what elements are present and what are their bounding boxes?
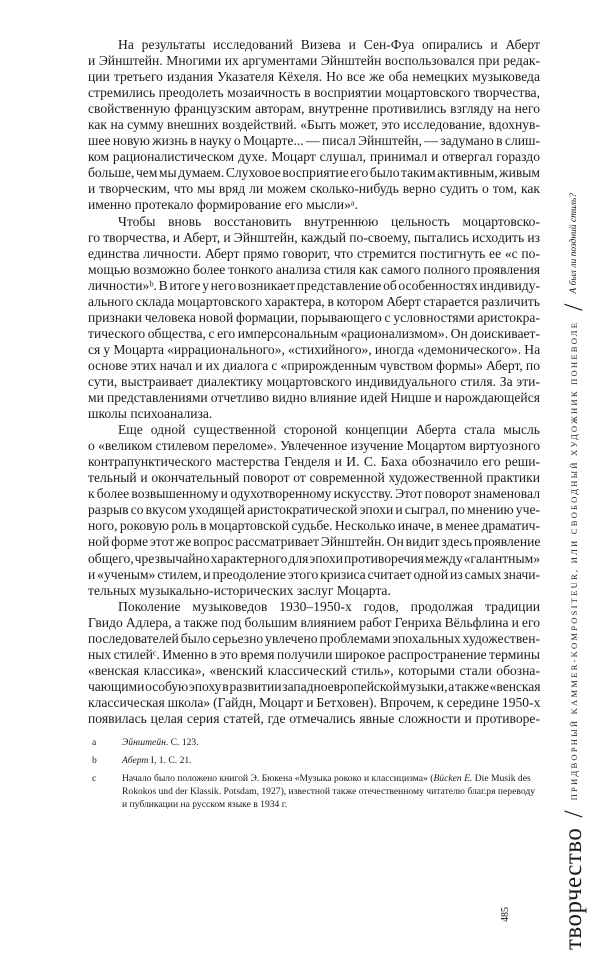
text-line: ции третьего издания Указателя Кёхеля. Но все же оба немецких музыковеда xyxy=(88,69,540,85)
text-line: к более возвышенному и одухотворенному искусству. Этот поворот знаменовал xyxy=(88,486,540,502)
text-line: тического общества, с его имперсональным «рационализмом». Он доискивает- xyxy=(88,325,540,341)
text-line: школы психоанализа. xyxy=(88,406,213,422)
text-line: ми представлениями отчетливо видно влияние идей Ницше и нарождающейся xyxy=(88,390,540,406)
text-line: ной форме этот же вопрос рассматривает Эйнштейн. Он видит здесь проявление xyxy=(88,534,541,550)
footnote-text: Начало было положено книгой Э. Бюкена «Музыка рококо и классицизма» ( xyxy=(122,773,434,785)
text-line: личности»ᵇ. В итоге у него возникает представление об особенностях индивиду- xyxy=(88,277,541,293)
text-line: единства личности. Аберт прямо говорит, что стремится постигнуть ее «с по- xyxy=(88,245,540,261)
text-line: Чтобы вновь восстановить внутреннюю цельность моцартовско- xyxy=(118,213,540,229)
footnotes xyxy=(92,736,540,811)
text-line: го творчества, и Аберт, и Эйнштейн, каждый по-своему, пытались исходить из xyxy=(88,229,540,245)
paragraph xyxy=(88,599,540,727)
text-line: и Эйнштейн. Многими их аргументами Эйнштейн воспользовался при редак- xyxy=(88,53,540,69)
footnote-c xyxy=(92,772,540,811)
text-line: чающими особую эпоху в развитии западноевропейской музыки, а также «венская xyxy=(88,678,541,694)
text-line: о «великом стилевом переломе». Увлеченное изучение Моцартом виртуозного xyxy=(88,438,540,454)
text-line: основе этих начал и их диалога с «прирожденным чувством формы» Аберт, по xyxy=(88,357,540,373)
text-line: стремились преодолеть мозаичность в восприятии моцартовского творчества, xyxy=(88,85,540,101)
footnote-author: Аберт xyxy=(122,755,149,767)
footnote-text-cont: Die Musik des Rokokos und der Klassik. Potsdam, 1927), известной также отечественному читателю благ.ря переводу и публикации на русском языке в 1934 г. xyxy=(122,773,536,811)
text-line: Гвидо Адлера, а также под большим влиянием работ Генриха Вёльфлина и его xyxy=(88,614,540,630)
text-line: разрыв со вкусом уходящей аристократической эпохи и сыграл, по мнению уче- xyxy=(88,502,540,518)
footnote-mark: c xyxy=(92,773,97,785)
body-text xyxy=(88,37,540,727)
separator-slash: / xyxy=(559,303,588,311)
footnote-text: . С. 123. xyxy=(165,737,199,749)
text-line: больше, чем мы думаем. Слуховое восприятие его было таким активным, живым xyxy=(88,165,540,181)
subsection-title: А был ли поздний стиль? xyxy=(569,193,579,294)
footnote-text: I, 1. С. 21. xyxy=(148,755,192,767)
text-line: и «ученым» стилем, и преодоление этого кризиса считает одной из самых значи- xyxy=(88,566,541,582)
text-line: Еще одной существенной стороной концепции Аберта стала мысль xyxy=(118,422,540,438)
paragraph xyxy=(88,214,540,423)
text-line: мощью возможно более тонкого анализа стиля как самого полного проявления xyxy=(88,261,540,277)
section-title: творчество xyxy=(560,827,587,950)
text-line: появилась целая серия статей, где отмечались явные сложности и противоре- xyxy=(88,710,540,726)
side-running-header xyxy=(552,30,596,950)
text-line: сути, выстраивает диалектику моцартовского индивидуального стиля. За эти- xyxy=(88,373,540,389)
text-line: тельный и окончательный поворот от современной художественной практики xyxy=(88,470,540,486)
paragraph xyxy=(88,37,540,214)
text-line: именно протекало формирование его мысли»ᵃ. xyxy=(88,197,358,213)
text-line: признаки человека новой формации, порывающего с условностями аристокра- xyxy=(88,309,540,325)
text-line: «венская классика», «венский классический стиль», которыми стали обозна- xyxy=(88,662,540,678)
footnote-author: Bücken E. xyxy=(433,773,473,785)
text-line: На результаты исследований Визева и Сен-Фуа опирались и Аберт xyxy=(118,37,540,52)
text-line: ных стилейᶜ. Именно в это время получили широкое распространение термины xyxy=(88,646,540,662)
footnote-mark: b xyxy=(92,755,97,767)
text-line: общего, чрезвычайно характерного для эпохи противоречия между «галантным» xyxy=(88,550,540,566)
text-line: шее новую жизнь в науку о Моцарте... — писал Эйнштейн, — задумано в слиш- xyxy=(88,133,540,149)
text-line: последователей было серьезно увлечено проблемами эпохальных художествен- xyxy=(88,630,540,646)
text-line: свойственную французским авторам, внутренне противились взгляду на него xyxy=(88,101,540,117)
text-line: ся у Моцарта «иррационального», «стихийного», иногда «демонического». На xyxy=(88,341,541,357)
text-column xyxy=(88,37,540,816)
text-line: ком рационалистическом духе. Моцарт слушал, принимал и отвергал гораздо xyxy=(88,149,540,165)
text-line: ального склада моцартовского характера, в котором Аберт старается различить xyxy=(88,293,540,309)
footnote-mark: a xyxy=(92,737,97,749)
footnote-b xyxy=(92,754,540,767)
text-line: тельных музыкально-исторических заслуг Моцарта. xyxy=(88,582,391,598)
footnote-a xyxy=(92,736,540,749)
text-line: как на сумму внешних воздействий. «Быть может, это исследование, вдохнув- xyxy=(88,117,540,133)
footnote-author: Эйнштейн xyxy=(122,737,166,749)
text-line: и творческим, что мы вряд ли можем сколько-нибудь верно судить о том, как xyxy=(88,181,540,197)
separator-slash: / xyxy=(559,810,588,818)
text-line: Поколение музыковедов 1930–1950-х годов, продолжая традиции xyxy=(118,598,540,614)
text-line: классическая школа» (Гайдн, Моцарт и Бетховен). Впрочем, к середине 1950-х xyxy=(88,694,541,710)
page-number: 485 xyxy=(500,907,511,922)
paragraph xyxy=(88,422,540,599)
text-line: ного, роковую роль в моцартовской судьбе. Несколько иначе, в менее драматич- xyxy=(88,518,540,534)
text-line: контрапунктического мастерства Генделя и И. С. Баха обозначило его реши- xyxy=(88,454,540,470)
chapter-title: ПРИДВОРНЫЙ KAMMER-KOMPOSITEUR, ИЛИ СВОБОДНЫЙ ХУДОЖНИК ПОНЕВОЛЕ xyxy=(569,320,579,801)
